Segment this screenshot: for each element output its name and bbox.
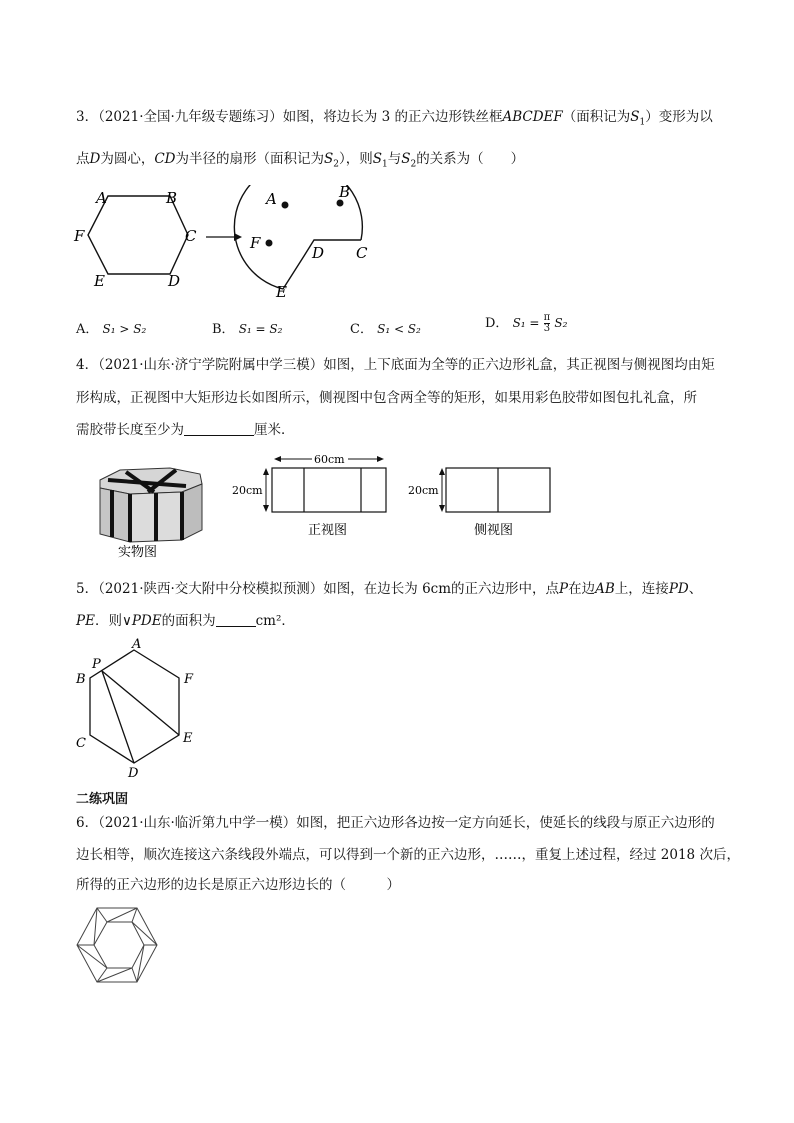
q5-label-e: E (183, 731, 193, 746)
q5-text: 上，连接 (614, 581, 669, 597)
q5-answer-blank[interactable] (216, 612, 256, 627)
q4-dim-arrow (377, 456, 384, 462)
q5-label-c: C (76, 736, 86, 751)
q3-text: （面积记为 (562, 109, 631, 125)
q4-box-face (182, 484, 202, 540)
q4-dim-arrow (439, 468, 445, 475)
q3-label-e: E (94, 272, 105, 290)
q6-line-3 (76, 876, 400, 894)
q5-text: 的面积为 (161, 613, 216, 629)
q3-source: （2021·全国·九年级专题练习） (98, 109, 283, 125)
q3-text: 与 (387, 151, 402, 167)
q4-dim-arrow (274, 456, 281, 462)
q4-text: 如图，上下底面为全等的正六边形礼盒，其正视图与侧视图均由矩 (323, 357, 715, 373)
q4-object-figure (90, 458, 220, 558)
q3-line-2 (76, 150, 524, 174)
q5-number: 5． (76, 581, 99, 597)
q4-text: 需胶带长度至少为 (76, 422, 184, 438)
q4-front-view (228, 452, 408, 544)
fraction-denominator: 3 (543, 323, 551, 334)
q3-choice-a[interactable] (76, 318, 146, 337)
q3-s2: S (401, 151, 411, 167)
q5-triangle-symbol: ∨ (121, 613, 132, 629)
q3-s1-sub: 1 (381, 159, 388, 170)
q3-label-a: A (96, 189, 107, 207)
choice-label: B． (212, 322, 235, 337)
q5-line-1 (76, 580, 702, 598)
q3-text: 如图，将边长为 3 的正六边形铁丝框 (282, 109, 503, 125)
q3-text: ）变形为以 (645, 109, 713, 125)
q4-dim-arrow (439, 505, 445, 512)
q3-sector-label-b: B (339, 185, 351, 201)
q6-source: （2021·山东·临沂第九中学一模） (98, 815, 297, 831)
q6-text: 如图，把正六边形各边按一定方向延长，使延长的线段与原正六边形的 (296, 815, 715, 831)
q4-dim-arrow (263, 505, 269, 512)
q4-box-face (100, 488, 130, 542)
choice-expr: S₁ = S₂ (238, 322, 283, 336)
choice-fraction (544, 313, 551, 334)
q3-sector-label-d: D (312, 244, 325, 262)
choice-label: C． (350, 322, 373, 337)
q5-text: 、 (688, 581, 703, 597)
q5-triangle-pde: PDE (131, 613, 162, 629)
q5-label-p: P (92, 657, 101, 672)
q3-s2-sub: 2 (410, 159, 417, 170)
q5-segment-pd: PD (668, 581, 689, 597)
q3-point-d: D (89, 151, 101, 167)
choice-label: D． (485, 316, 509, 331)
choice-expr: S₁ > S₂ (102, 322, 147, 336)
q3-sector-label-a: A (266, 190, 277, 208)
q6-text: 所得的正六边形的边长是原正六边形边长的（ ） (76, 877, 400, 893)
q6-line-2 (76, 846, 740, 864)
q4-line-2 (76, 389, 697, 407)
q3-sector-label-f: F (250, 234, 261, 252)
choice-expr: S₁ = (512, 316, 540, 330)
q4-dim-width: 60cm (314, 453, 345, 466)
q3-segment-cd: CD (154, 151, 176, 167)
q5-label-b: B (76, 672, 86, 687)
q4-dim-arrow (263, 468, 269, 475)
q5-segment-ab: AB (595, 581, 615, 597)
q6-figure (72, 905, 162, 987)
q5-label-f: F (184, 672, 194, 687)
q3-text: 为圆心， (100, 151, 155, 167)
q3-text: ），则 (338, 151, 373, 167)
q5-label-a: A (132, 638, 142, 652)
q4-front-rect (272, 468, 386, 512)
q3-point-f-dot (266, 240, 273, 247)
q3-choice-b[interactable] (212, 318, 282, 337)
q3-figure (70, 185, 400, 305)
q4-side-view (408, 452, 568, 544)
q3-point-a-dot (282, 202, 289, 209)
q3-label-d: D (168, 272, 181, 290)
q3-number: 3． (76, 109, 99, 125)
choice-label: A． (76, 322, 99, 337)
q3-s2: S (323, 151, 334, 167)
q3-s1: S (630, 109, 640, 125)
q5-source: （2021·陕西·交大附中分校模拟预测） (98, 581, 324, 597)
q4-answer-blank[interactable] (184, 421, 254, 436)
q3-sector-label-c: C (356, 244, 368, 262)
q3-hexagon (88, 196, 188, 274)
q3-text: 为半径的扇形（面积记为 (175, 151, 324, 167)
q4-number: 4． (76, 357, 99, 373)
q3-label-c: C (185, 227, 197, 245)
q6-line-1 (76, 814, 715, 832)
q5-line-2 (76, 612, 295, 630)
q3-s1-sub: 1 (639, 117, 646, 128)
q3-hexagon-name: ABCDEF (502, 109, 563, 125)
q4-dim-height-side: 20cm (408, 484, 439, 497)
q3-line-1 (76, 108, 713, 132)
q5-point-p: P (559, 581, 569, 597)
q4-text: 厘米． (254, 422, 295, 438)
q4-caption-side: 侧视图 (474, 523, 514, 538)
fraction-numerator: π (543, 312, 551, 323)
q5-figure (72, 638, 202, 780)
q3-s2-sub: 2 (333, 159, 339, 170)
q3-choice-d[interactable] (485, 312, 567, 334)
q6-number: 6． (76, 815, 99, 831)
q5-text: 如图，在边长为 6cm的正六边形中，点 (323, 581, 560, 597)
q4-caption-object: 实物图 (118, 545, 158, 558)
section-title: 二练巩固 (76, 792, 129, 807)
choice-expr: S₂ (554, 316, 568, 330)
q5-label-d: D (128, 766, 139, 780)
q4-source: （2021·山东·济宁学院附属中学三模） (98, 357, 324, 373)
q6-nested-hexagons (77, 908, 157, 982)
q3-label-b: B (166, 189, 178, 207)
q4-caption-front: 正视图 (308, 523, 348, 538)
q5-hexagon (90, 650, 179, 763)
q4-line-3 (76, 421, 295, 439)
q6-text: 边长相等，顺次连接这六条线段外端点，可以得到一个新的正六边形，……，重复上述过程，经过 2018 次后， (76, 847, 740, 863)
q3-text: 的关系为（ ） (416, 151, 525, 167)
q5-text: ．则 (94, 613, 122, 629)
q3-sector-label-e: E (276, 283, 287, 301)
q5-segment-pe: PE (76, 613, 95, 629)
q4-dim-height: 20cm (232, 484, 263, 497)
q3-choice-c[interactable] (350, 318, 421, 337)
q5-text: 在边 (568, 581, 596, 597)
q3-s1: S (372, 151, 382, 167)
q3-label-f: F (74, 227, 85, 245)
q4-line-1 (76, 356, 715, 374)
q3-text: 点 (76, 151, 90, 167)
q4-text: 形构成，正视图中大矩形边长如图所示，侧视图中包含两全等的矩形，如果用彩色胶带如图包扎礼盒，所 (76, 390, 697, 406)
choice-expr: S₁ < S₂ (377, 322, 421, 336)
q5-text: cm²． (255, 613, 295, 629)
